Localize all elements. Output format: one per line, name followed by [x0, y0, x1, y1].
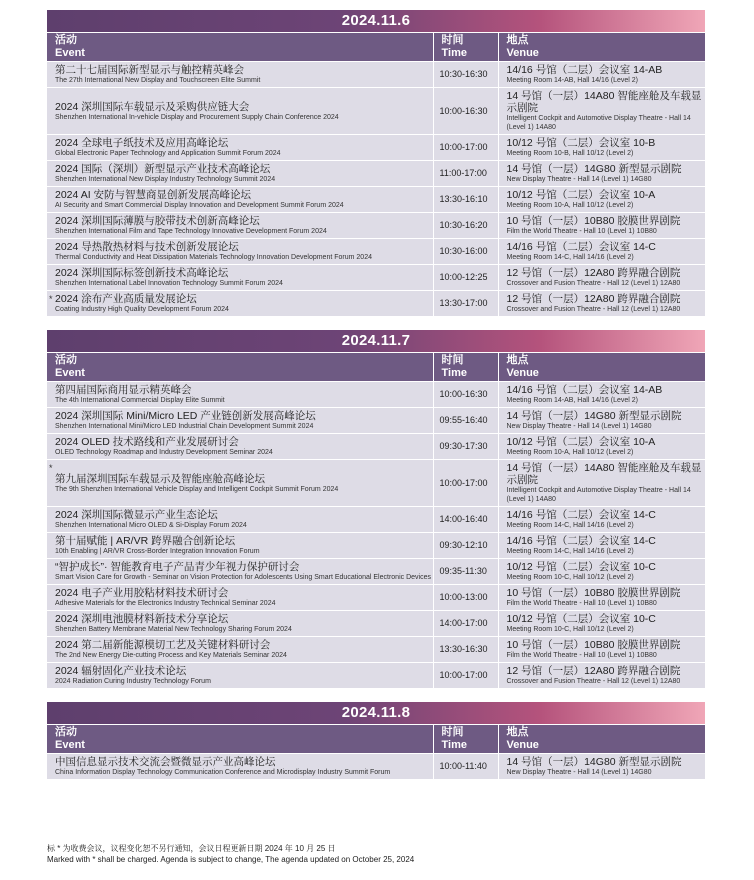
venue-en: Crossover and Fusion Theatre - Hall 12 (Level 1) 12A80 [506, 306, 681, 313]
time-cell: 10:00-17:00 [433, 663, 498, 689]
venue-cell [498, 585, 705, 611]
time-cell: 13:30-17:00 [433, 291, 498, 317]
event-title-cn: 2024 深圳电池膜材料新技术分享论坛 [55, 613, 229, 625]
table-row [47, 62, 705, 88]
venue-cn: 12 号馆（一层）12A80 跨界融合剧院 [506, 267, 681, 279]
event-title-cn: 2024 国际（深圳）新型显示产业技术高峰论坛 [55, 163, 271, 175]
event-title-cn: 2024 全球电子纸技术及应用高峰论坛 [55, 137, 229, 149]
day-date: 2024.11.7 [47, 330, 705, 352]
venue-en: Meeting Room 10-A, Hall 10/12 (Level 2) [506, 449, 634, 456]
event-title-cn: 2024 深圳国际薄膜与胶带技术创新高峰论坛 [55, 215, 260, 227]
venue-en: Meeting Room 10-C, Hall 10/12 (Level 2) [506, 626, 634, 633]
table-row [47, 382, 705, 408]
table-row [47, 265, 705, 291]
time-cell: 09:35-11:30 [433, 559, 498, 585]
event-title-en: The 2nd New Energy Die-cutting Process and Key Materials Seminar 2024 [55, 652, 287, 659]
event-title-en: Shenzhen International New Display Industry Technology Summit 2024 [55, 176, 276, 183]
table-row [47, 291, 705, 317]
venue-cn: 10/12 号馆（二层）会议室 10-C [506, 561, 656, 573]
table-row [47, 585, 705, 611]
event-title-en: Shenzhen International Mini/Micro LED Industrial Chain Development Summit 2024 [55, 423, 314, 430]
table-row [47, 637, 705, 663]
venue-cell [498, 460, 705, 507]
venue-cell [498, 611, 705, 637]
venue-en: Film the World Theatre - Hall 10 (Level 1) 10B80 [506, 228, 657, 235]
venue-en: Meeting Room 14-C, Hall 14/16 (Level 2) [506, 254, 634, 261]
table-row [47, 408, 705, 434]
charged-mark: * [49, 294, 53, 304]
event-title-cn: 第十届赋能 | AR/VR 跨界融合创新论坛 [55, 535, 236, 547]
venue-header: 地点 Venue [498, 725, 705, 754]
footnotes [47, 843, 414, 865]
event-title-en: The 4th International Commercial Display Elite Summit [55, 397, 225, 404]
table-row [47, 663, 705, 689]
time-cell: 09:30-12:10 [433, 533, 498, 559]
venue-cn: 10/12 号馆（二层）会议室 10-A [506, 436, 656, 448]
venue-cn: 14/16 号馆（二层）会议室 14-AB [506, 64, 663, 76]
table-row [47, 611, 705, 637]
venue-cell [498, 637, 705, 663]
venue-en: New Display Theatre - Hall 14 (Level 1) 14G80 [506, 423, 652, 430]
venue-cell [498, 187, 705, 213]
venue-cn: 14/16 号馆（二层）会议室 14-AB [506, 384, 663, 396]
table-row [47, 88, 705, 135]
event-cell [47, 239, 433, 265]
event-title-en: 2024 Radiation Curing Industry Technology Forum [55, 678, 211, 685]
agenda [47, 10, 705, 779]
table-row [47, 161, 705, 187]
time-cell: 09:30-17:30 [433, 434, 498, 460]
table-row [47, 460, 705, 507]
venue-cn: 14 号馆（一层）14G80 新型显示剧院 [506, 410, 682, 422]
event-cell [47, 559, 433, 585]
time-header: 时间 Time [433, 725, 498, 754]
event-title-en: China Information Display Technology Communication Conference and Microdisplay Industry Summit Forum [55, 769, 391, 776]
venue-cn: 12 号馆（一层）12A80 跨界融合剧院 [506, 665, 681, 677]
day-section [47, 702, 705, 779]
time-cell: 14:00-17:00 [433, 611, 498, 637]
venue-cn: 14 号馆（一层）14A80 智能座舱及车载显示剧院 [506, 90, 702, 114]
venue-cell [498, 135, 705, 161]
venue-cn: 14 号馆（一层）14A80 智能座舱及车载显示剧院 [506, 462, 702, 486]
venue-cell [498, 434, 705, 460]
event-cell [47, 663, 433, 689]
event-title-en: Shenzhen International Micro OLED & Si-Display Forum 2024 [55, 522, 247, 529]
event-title-en: AI Security and Smart Commercial Display Innovation and Development Summit Forum 2024 [55, 202, 344, 209]
event-title-en: The 9th Shenzhen International Vehicle Display and Intelligent Cockpit Summit Forum 2024 [55, 485, 339, 493]
event-cell [47, 507, 433, 533]
venue-header: 地点 Venue [498, 353, 705, 382]
table-header-row [47, 725, 705, 754]
venue-en: Meeting Room 14-C, Hall 14/16 (Level 2) [506, 548, 634, 555]
event-title-cn: 2024 涂布产业高质量发展论坛 [55, 293, 197, 305]
venue-cn: 12 号馆（一层）12A80 跨界融合剧院 [506, 293, 681, 305]
event-title-cn: 第二十七届国际新型显示与触控精英峰会 [55, 64, 244, 76]
event-header: 活动 Event [47, 725, 433, 754]
venue-cn: 14 号馆（一层）14G80 新型显示剧院 [506, 163, 682, 175]
event-header: 活动 Event [47, 353, 433, 382]
event-title-en: The 27th International New Display and Touchscreen Elite Summit [55, 77, 261, 84]
event-title-en: Global Electronic Paper Technology and Application Summit Forum 2024 [55, 150, 281, 157]
venue-cell [498, 213, 705, 239]
event-cell [47, 434, 433, 460]
event-title-cn: 中国信息显示技术交流会暨微显示产业高峰论坛 [55, 756, 276, 768]
time-cell: 13:30-16:30 [433, 637, 498, 663]
venue-en: Meeting Room 14-AB, Hall 14/16 (Level 2) [506, 397, 639, 404]
venue-en: New Display Theatre - Hall 14 (Level 1) 14G80 [506, 769, 652, 776]
event-cell [47, 460, 433, 507]
venue-header: 地点 Venue [498, 33, 705, 62]
venue-en: Intelligent Cockpit and Automotive Display Theatre - Hall 14 (Level 1) 14A80 [506, 115, 691, 131]
event-cell [47, 135, 433, 161]
day-date: 2024.11.8 [47, 702, 705, 724]
venue-cell [498, 161, 705, 187]
time-cell: 10:30-16:20 [433, 213, 498, 239]
time-cell: 10:00-12:25 [433, 265, 498, 291]
venue-en: Meeting Room 10-B, Hall 10/12 (Level 2) [506, 150, 634, 157]
time-cell: 11:00-17:00 [433, 161, 498, 187]
table-row [47, 533, 705, 559]
venue-cn: 10/12 号馆（二层）会议室 10-C [506, 613, 656, 625]
venue-cell [498, 559, 705, 585]
event-title-cn: 2024 电子产业用胶粘材料技术研讨会 [55, 587, 229, 599]
venue-cell [498, 62, 705, 88]
event-title-cn: 2024 第二届新能源模切工艺及关键材料研讨会 [55, 639, 271, 651]
event-cell [47, 382, 433, 408]
event-title-cn: 2024 深圳国际标签创新技术高峰论坛 [55, 267, 229, 279]
table-row [47, 239, 705, 265]
schedule-table [47, 32, 705, 316]
time-cell: 10:00-17:00 [433, 135, 498, 161]
event-title-cn: 2024 OLED 技术路线和产业发展研讨会 [55, 436, 239, 448]
time-cell: 10:30-16:30 [433, 62, 498, 88]
table-row [47, 434, 705, 460]
event-cell [47, 585, 433, 611]
footnote-cn: 标 * 为收费会议，议程变化恕不另行通知，会议日程更新日期 2024 年 10 月 25 日 [47, 844, 336, 853]
venue-cell [498, 88, 705, 135]
venue-cell [498, 382, 705, 408]
event-title-cn: 2024 AI 安防与智慧商显创新发展高峰论坛 [55, 189, 252, 201]
event-title-en: 10th Enabling | AR/VR Cross-Border Integration Innovation Forum [55, 548, 260, 555]
event-title-en: Adhesive Materials for the Electronics Industry Technical Seminar 2024 [55, 600, 276, 607]
table-row [47, 213, 705, 239]
venue-en: Meeting Room 14-C, Hall 14/16 (Level 2) [506, 522, 634, 529]
schedule-table [47, 724, 705, 779]
table-row [47, 754, 705, 780]
day-date: 2024.11.6 [47, 10, 705, 32]
event-title-en: Shenzhen International Film and Tape Technology Innovative Development Forum 2024 [55, 228, 327, 235]
time-header: 时间 Time [433, 353, 498, 382]
table-row [47, 507, 705, 533]
venue-cn: 10/12 号馆（二层）会议室 10-A [506, 189, 656, 201]
venue-cn: 10/12 号馆（二层）会议室 10-B [506, 137, 656, 149]
venue-cell [498, 265, 705, 291]
event-cell [47, 533, 433, 559]
event-title-en: OLED Technology Roadmap and Industry Development Seminar 2024 [55, 449, 273, 456]
time-cell: 10:00-16:30 [433, 88, 498, 135]
time-header: 时间 Time [433, 33, 498, 62]
event-title-en: Shenzhen International In-vehicle Display and Procurement Supply Chain Conference 2024 [55, 113, 339, 121]
time-cell: 10:00-13:00 [433, 585, 498, 611]
event-title-cn: 第九届深圳国际车载显示及智能座舱高峰论坛 [55, 472, 265, 485]
venue-en: Film the World Theatre - Hall 10 (Level 1) 10B80 [506, 652, 657, 659]
venue-cn: 14/16 号馆（二层）会议室 14-C [506, 509, 656, 521]
venue-en: Meeting Room 14-AB, Hall 14/16 (Level 2) [506, 77, 639, 84]
time-cell: 13:30-16:10 [433, 187, 498, 213]
event-title-cn: 2024 辐射固化产业技术论坛 [55, 665, 187, 677]
event-title-cn: 2024 深圳国际微显示产业生态论坛 [55, 509, 218, 521]
event-cell [47, 187, 433, 213]
event-cell [47, 265, 433, 291]
venue-cell [498, 507, 705, 533]
event-title-en: Smart Vision Care for Growth - Seminar on Vision Protection for Adolescents Using Smart Educational Electronic Devices [55, 574, 431, 581]
event-title-en: Coating Industry High Quality Development Forum 2024 [55, 306, 229, 313]
time-cell: 14:00-16:40 [433, 507, 498, 533]
event-cell [47, 291, 433, 317]
venue-en: Intelligent Cockpit and Automotive Display Theatre - Hall 14 (Level 1) 14A80 [506, 487, 691, 503]
event-title-cn: “智护成长”· 智能教育电子产品青少年视力保护研讨会 [55, 561, 300, 573]
table-row [47, 135, 705, 161]
venue-cn: 10 号馆（一层）10B80 胶膜世界剧院 [506, 639, 681, 651]
venue-en: Film the World Theatre - Hall 10 (Level 1) 10B80 [506, 600, 657, 607]
schedule-table [47, 352, 705, 688]
venue-cell [498, 754, 705, 780]
event-cell [47, 62, 433, 88]
charged-mark: * [49, 463, 53, 473]
venue-en: New Display Theatre - Hall 14 (Level 1) 14G80 [506, 176, 652, 183]
time-cell: 10:00-11:40 [433, 754, 498, 780]
venue-cell [498, 663, 705, 689]
event-header: 活动 Event [47, 33, 433, 62]
venue-cn: 14/16 号馆（二层）会议室 14-C [506, 241, 656, 253]
event-cell [47, 161, 433, 187]
event-cell [47, 637, 433, 663]
event-cell [47, 408, 433, 434]
venue-cn: 10 号馆（一层）10B80 胶膜世界剧院 [506, 215, 681, 227]
venue-cell [498, 291, 705, 317]
venue-cell [498, 408, 705, 434]
day-section [47, 330, 705, 688]
venue-cn: 10 号馆（一层）10B80 胶膜世界剧院 [506, 587, 681, 599]
table-row [47, 187, 705, 213]
event-title-cn: 2024 导热散热材料与技术创新发展论坛 [55, 241, 239, 253]
table-row [47, 559, 705, 585]
event-cell [47, 611, 433, 637]
day-section [47, 10, 705, 316]
time-cell: 09:55-16:40 [433, 408, 498, 434]
time-cell: 10:30-16:00 [433, 239, 498, 265]
table-header-row [47, 353, 705, 382]
event-title-cn: 第四届国际商用显示精英峰会 [55, 384, 192, 396]
time-cell: 10:00-16:30 [433, 382, 498, 408]
table-header-row [47, 33, 705, 62]
time-cell: 10:00-17:00 [433, 460, 498, 507]
event-title-cn: 2024 深圳国际车载显示及采购供应链大会 [55, 100, 250, 113]
event-cell [47, 213, 433, 239]
venue-en: Crossover and Fusion Theatre - Hall 12 (Level 1) 12A80 [506, 280, 681, 287]
venue-en: Meeting Room 10-C, Hall 10/12 (Level 2) [506, 574, 634, 581]
event-cell [47, 754, 433, 780]
footnote-en: Marked with * shall be charged. Agenda is subject to change, The agenda updated on October 25, 2024 [47, 855, 415, 864]
venue-en: Meeting Room 10-A, Hall 10/12 (Level 2) [506, 202, 634, 209]
venue-cn: 14 号馆（一层）14G80 新型显示剧院 [506, 756, 682, 768]
event-title-en: Thermal Conductivity and Heat Dissipation Materials Technology Innovation Development Forum 2024 [55, 254, 372, 261]
event-cell [47, 88, 433, 135]
venue-cn: 14/16 号馆（二层）会议室 14-C [506, 535, 656, 547]
event-title-en: Shenzhen International Label Innovation Technology Summit Forum 2024 [55, 280, 283, 287]
venue-cell [498, 533, 705, 559]
event-title-cn: 2024 深圳国际 Mini/Micro LED 产业链创新发展高峰论坛 [55, 410, 316, 422]
venue-cell [498, 239, 705, 265]
event-title-en: Shenzhen Battery Membrane Material New Technology Sharing Forum 2024 [55, 626, 292, 633]
venue-en: Crossover and Fusion Theatre - Hall 12 (Level 1) 12A80 [506, 678, 681, 685]
